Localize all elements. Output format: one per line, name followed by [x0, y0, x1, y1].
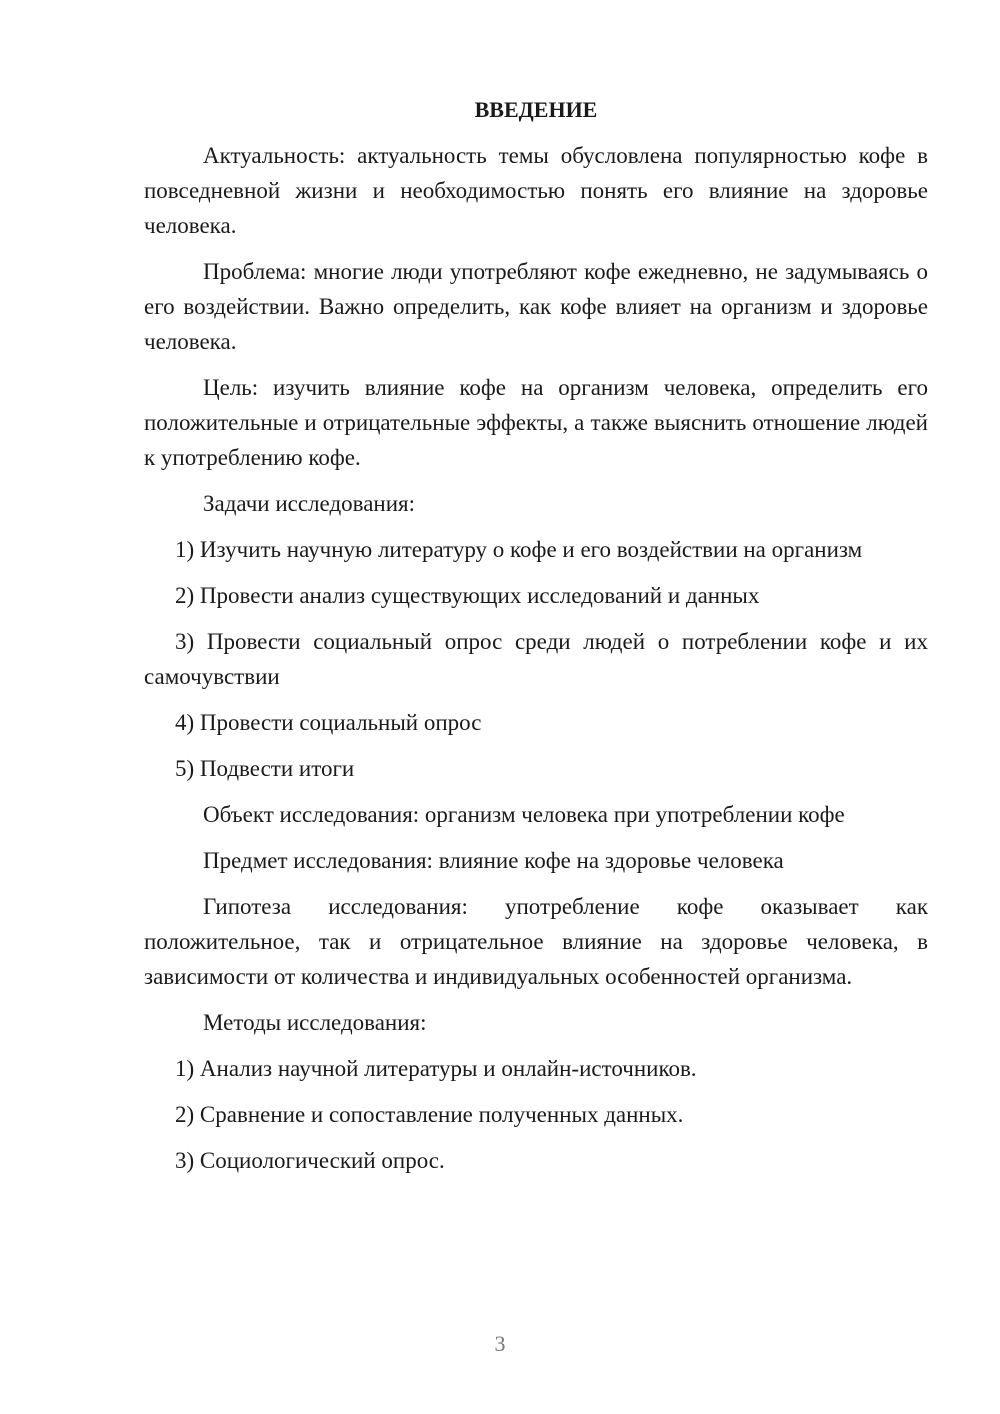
page-content [144, 92, 928, 1189]
task-item: 3) Провести социальный опрос среди людей о потреблении кофе и их самочувствии [144, 629, 928, 689]
task-item: 1) Изучить научную литературу о кофе и его воздействии на организм [175, 537, 863, 562]
task-item: 2) Провести анализ существующих исследований и данных [175, 583, 760, 608]
page-title: ВВЕДЕНИЕ [474, 97, 598, 122]
tasks-heading: Задачи исследования: [203, 491, 416, 516]
subject-paragraph: Предмет исследования: влияние кофе на здоровье человека [203, 848, 784, 873]
page-number: 3 [494, 1331, 506, 1356]
problem-paragraph: Проблема: многие люди употребляют кофе ежедневно, не задумываясь о его воздействии. Важно определить, как кофе влияет на организм и здоровье человека. [144, 259, 928, 354]
task-item: 4) Провести социальный опрос [175, 710, 482, 735]
methods-heading: Методы исследования: [203, 1010, 427, 1035]
goal-paragraph: Цель: изучить влияние кофе на организм человека, определить его положительные и отрицательные эффекты, а также выяснить отношение людей к употреблению кофе. [144, 375, 928, 470]
method-item: 1) Анализ научной литературы и онлайн-источников. [175, 1056, 697, 1081]
task-item: 5) Подвести итоги [175, 756, 355, 781]
method-item: 3) Социологический опрос. [175, 1148, 445, 1173]
relevance-paragraph: Актуальность: актуальность темы обусловлена популярностью кофе в повседневной жизни и необходимостью понять его влияние на здоровье человека. [144, 143, 928, 238]
hypothesis-paragraph: Гипотеза исследования: употребление кофе оказывает как положительное, так и отрицательное влияние на здоровье человека, в зависимости от количества и индивидуальных особенностей организма. [144, 894, 928, 989]
object-paragraph: Объект исследования: организм человека при употреблении кофе [203, 802, 845, 827]
method-item: 2) Сравнение и сопоставление полученных данных. [175, 1102, 684, 1127]
